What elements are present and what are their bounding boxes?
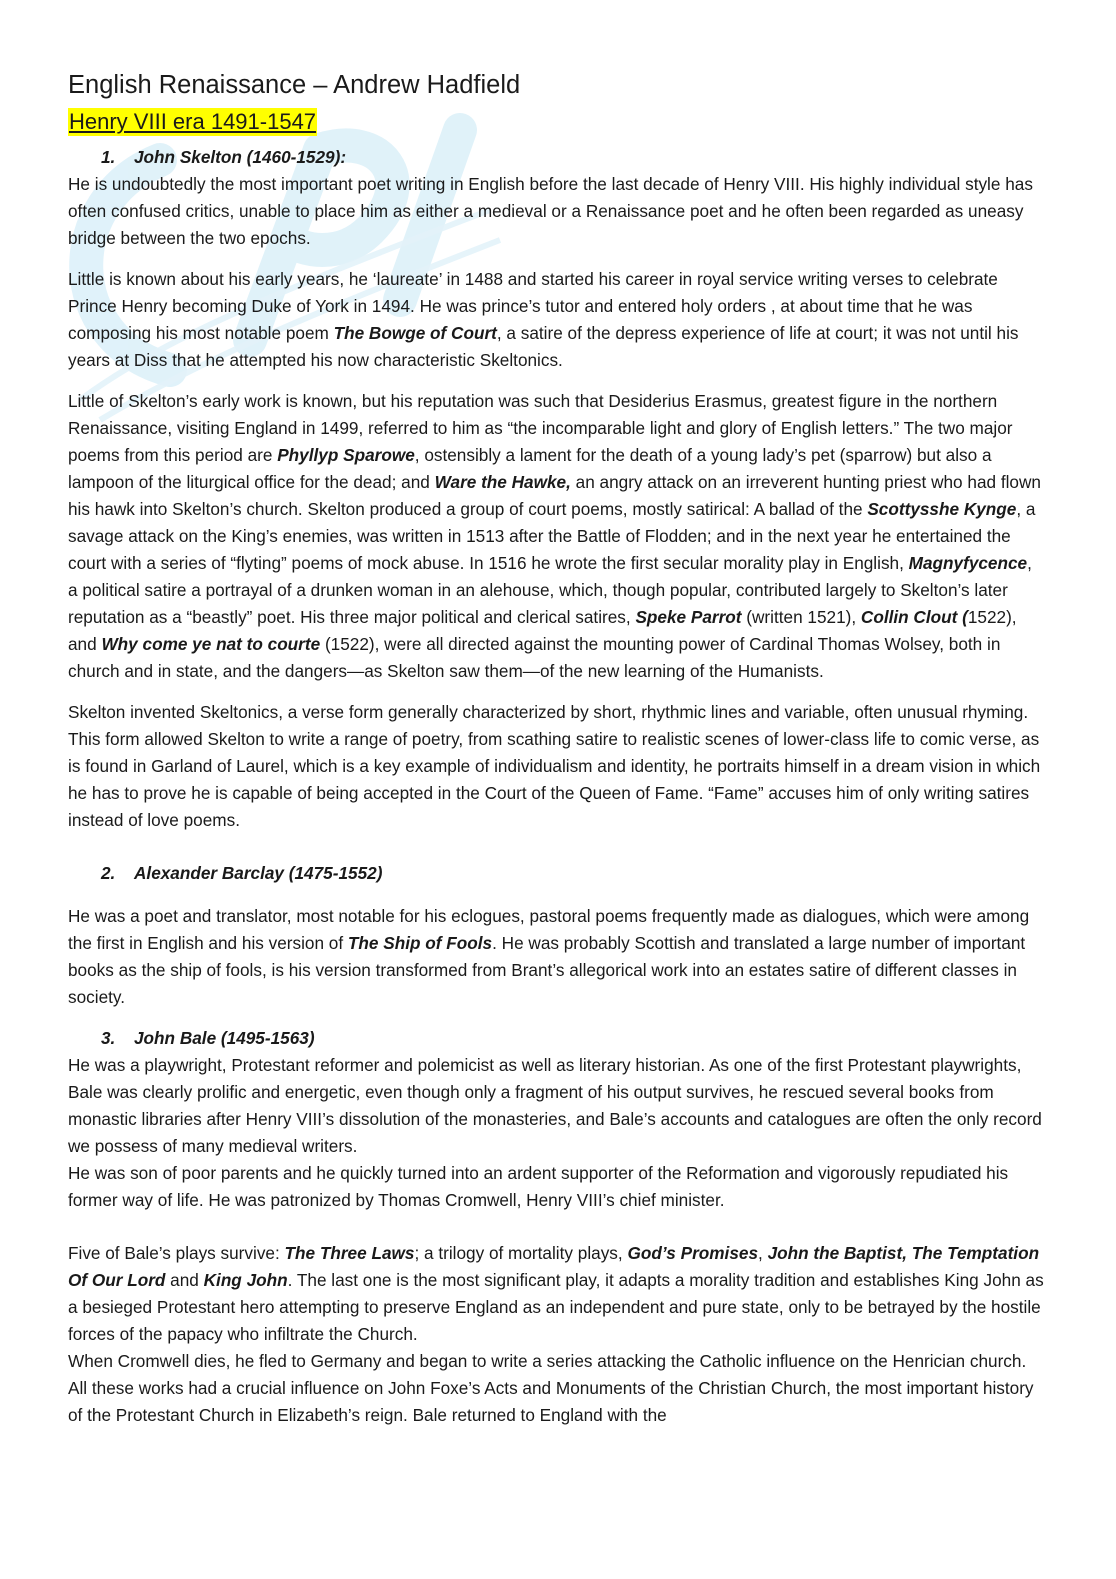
section-number: 2. [101, 863, 116, 883]
text-run: . The last one is the most significant play, it adapts a morality tradition and establishes King John as a besieged Protestant hero attempting to preserve England as an independent and pure state, only to be betrayed by the hostile forces of the papacy who infiltrate the Church. [68, 1270, 1044, 1344]
era-heading: Henry VIII era 1491-1547 [69, 109, 317, 134]
text-run: Little of Skelton’s early work is known, but his reputation was such that Desiderius Erasmus, greatest figure in the northern Renaissance, visiting England in 1499, referred to him as “the incomparable light and glory of English letters.” The two major poems from this period are [68, 391, 1013, 465]
text-run: (1522), were all directed against the mounting power of Cardinal Thomas Wolsey, both in church and in state, and the dangers—as Skelton saw them—of the new learning of the Humanists. [68, 634, 1001, 681]
work-title: John the Baptist, The Temptation Of Our Lord [68, 1243, 1040, 1290]
text-run: and [165, 1270, 204, 1290]
text-run: He is undoubtedly the most important poet writing in English before the last decade of Henry VIII. His highly individual style has often confused critics, unable to place him as either a medieval or a Renaissance poet and he often been regarded as uneasy bridge between the two epochs. [68, 174, 1033, 248]
text-run: , a political satire a portrayal of a drunken woman in an alehouse, which, though popular, contributed largely to Skelton’s later reputation as a “beastly” poet. His three major political and clerical satires, [68, 553, 1032, 627]
text-run: , [758, 1243, 768, 1263]
work-title: Magnyfycence [908, 553, 1028, 573]
work-title: The Three Laws [284, 1243, 415, 1263]
text-run: He was son of poor parents and he quickly turned into an ardent supporter of the Reformation and vigorously repudiated his former way of life. He was patronized by Thomas Cromwell, Henry VIII’s chief minister. [68, 1163, 1009, 1210]
document-title: English Renaissance – Andrew Hadfield [68, 71, 521, 99]
work-title: The Ship of Fools [347, 933, 493, 953]
work-title: Ware the Hawke, [434, 472, 571, 492]
text-run: an angry attack on an irreverent hunting priest who had flown his hawk into Skelton’s church. Skelton produced a group of court poems, mostly satirical: A ballad of the [68, 472, 1041, 519]
work-title: Collin Clout ( [860, 607, 968, 627]
paragraph [68, 266, 1044, 374]
text-run: He was a poet and translator, most notable for his eclogues, pastoral poems frequently made as dialogues, which were among the first in English and his version of [68, 906, 1030, 953]
work-title: King John [203, 1270, 288, 1290]
document-body [68, 144, 1044, 1429]
text-run: . He was probably Scottish and translated a large number of important books as the ship of fools, is his version transformed from Brant’s allegorical work into an estates satire of different classes in society. [68, 933, 1026, 1007]
text-run: 1522), and [68, 607, 1017, 654]
text-run: , a satire of the depress experience of life at court; it was not until his years at Diss that he attempted his now characteristic Skeltonics. [68, 323, 1019, 370]
paragraph [68, 1160, 1044, 1214]
text-run: When Cromwell dies, he fled to Germany and began to write a series attacking the Catholic influence on the Henrician church. All these works had a crucial influence on John Foxe’s Acts and Monuments of the Christian Church, the most important history of the Protestant Church in Elizabeth’s reign. Bale returned to England with the [68, 1351, 1034, 1425]
section-title: John Skelton (1460-1529): [134, 147, 347, 167]
paragraph [68, 1348, 1044, 1429]
work-title: The Bowge of Court [333, 323, 497, 343]
section-title: Alexander Barclay (1475-1552) [134, 863, 383, 883]
text-run: ; a trilogy of mortality plays, [414, 1243, 628, 1263]
section-number: 3. [101, 1028, 116, 1048]
paragraph [68, 388, 1044, 685]
paragraph [68, 903, 1044, 1011]
work-title: Speke Parrot [635, 607, 742, 627]
section-heading [68, 144, 1044, 171]
section-number: 1. [101, 147, 116, 167]
work-title: God’s Promises [627, 1243, 759, 1263]
section-title: John Bale (1495-1563) [134, 1028, 315, 1048]
paragraph [68, 171, 1044, 252]
text-run: , ostensibly a lament for the death of a young lady’s pet (sparrow) but also a lampoon of the liturgical office for the dead; and [68, 445, 992, 492]
text-run: Skelton invented Skeltonics, a verse form generally characterized by short, rhythmic lines and variable, often unusual rhyming. This form allowed Skelton to write a range of poetry, from scathing satire to realistic scenes of lower-class life to comic verse, as is found in Garland of Laurel, which is a key example of individualism and identity, he portraits himself in a dream vision in which he has to prove he is capable of being accepted in the Court of the Queen of Fame. “Fame” accuses him of only writing satires instead of love poems. [68, 702, 1041, 830]
work-title: Scottysshe Kynge [867, 499, 1017, 519]
paragraph [68, 699, 1044, 834]
work-title: Why come ye nat to courte [101, 634, 321, 654]
paragraph [68, 1240, 1044, 1348]
text-run: , a savage attack on the King’s enemies, was written in 1513 after the Battle of Flodden; and in the next year he entertained the court with a series of “flyting” poems of mock abuse. In 1516 he wrote the first secular morality play in English, [68, 499, 1036, 573]
paragraph [68, 1052, 1044, 1160]
work-title: Phyllyp Sparowe [277, 445, 415, 465]
text-run: (written 1521), [741, 607, 861, 627]
section-heading [68, 860, 1044, 887]
section-heading [68, 1025, 1044, 1052]
text-run: He was a playwright, Protestant reformer and polemicist as well as literary historian. As one of the first Protestant playwrights, Bale was clearly prolific and energetic, even though only a fragment of his output survives, he rescued several books from monastic libraries after Henry VIII’s dissolution of the monasteries, and Bale’s accounts and catalogues are often the only record we possess of many medieval writers. [68, 1055, 1042, 1156]
text-run: Little is known about his early years, he ‘laureate’ in 1488 and started his career in royal service writing verses to celebrate Prince Henry becoming Duke of York in 1494. He was prince’s tutor and entered holy orders , at about time that he was composing his most notable poem [68, 269, 998, 343]
text-run: Five of Bale’s plays survive: [68, 1243, 285, 1263]
